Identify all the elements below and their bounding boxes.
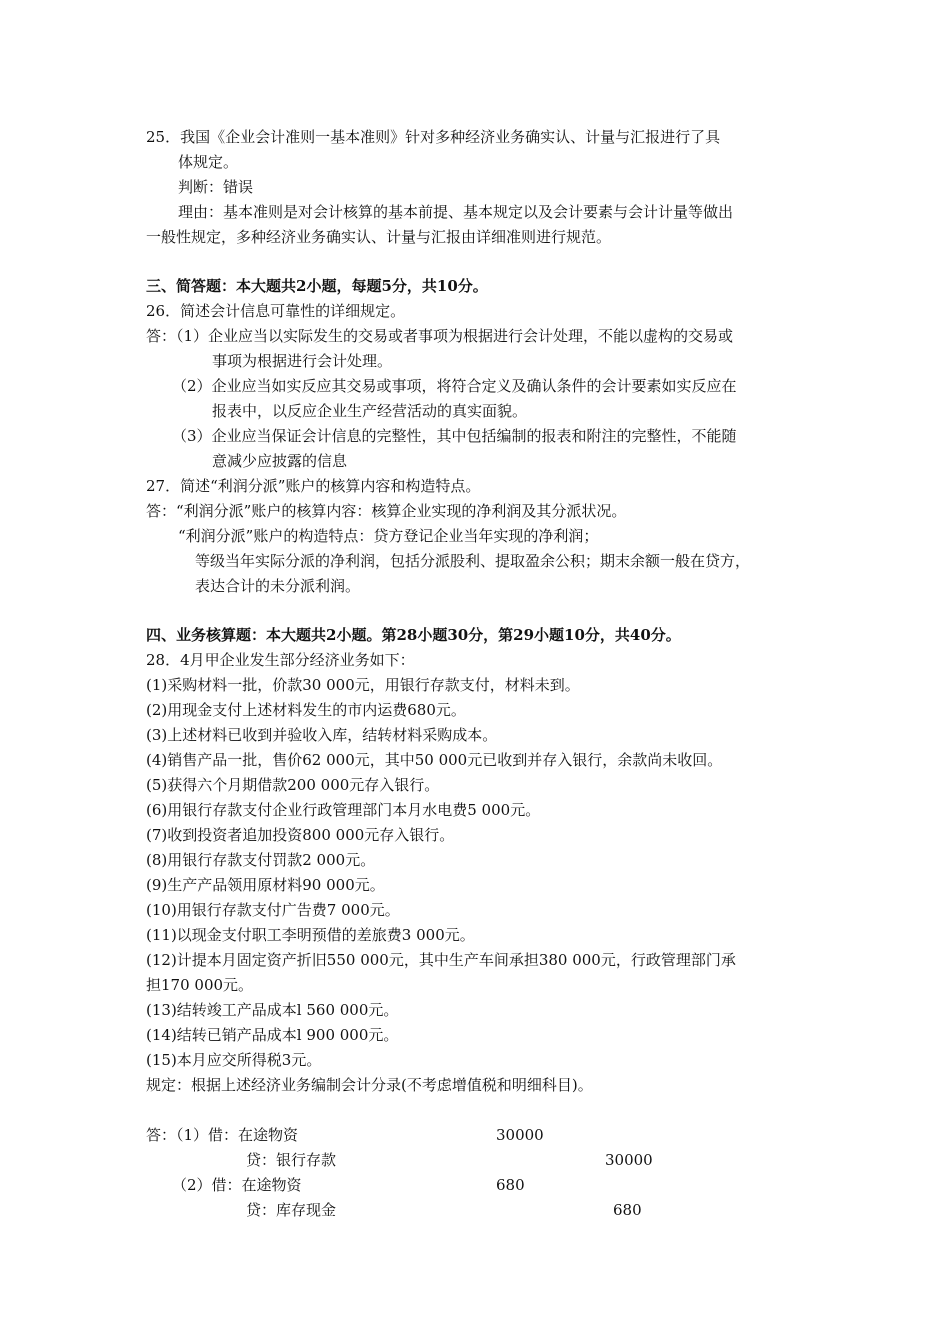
entry2-debit-amount: 680 xyxy=(496,1176,525,1194)
q28-item: (13)结转竣工产品成本l 560 000元。 xyxy=(146,1001,399,1019)
q26-answer2-line1: （2）企业应当如实反应其交易或事项，将符合定义及确认条件的会计要素如实反应在 xyxy=(172,377,737,395)
q28-requirement: 规定：根据上述经济业务编制会计分录(不考虑增值税和明细科目)。 xyxy=(146,1076,593,1094)
entry2-credit: 贷：库存现金 xyxy=(246,1201,337,1219)
q28-item: (5)获得六个月期借款200 000元存入银行。 xyxy=(146,776,440,794)
q28-item: 担170 000元。 xyxy=(146,976,254,994)
q27-question: 27．简述“利润分派”账户的核算内容和构造特点。 xyxy=(146,477,481,495)
q28-item: (1)采购材料一批，价款30 000元，用银行存款支付，材料未到。 xyxy=(146,676,580,694)
entry1-debit: 答：（1）借：在途物资 xyxy=(146,1126,299,1144)
q28-item: (4)销售产品一批，售价62 000元，其中50 000元已收到并存入银行，余款尚未收回。 xyxy=(146,751,723,769)
section4-heading: 四、业务核算题：本大题共2小题。第28小题30分，第29小题10分，共40分。 xyxy=(146,626,681,644)
q25-line2: 体规定。 xyxy=(178,153,239,171)
entry1-credit-amount: 30000 xyxy=(605,1151,653,1169)
entry2-credit-amount: 680 xyxy=(613,1201,642,1219)
q25-reason-line1: 理由：基本准则是对会计核算的基本前提、基本规定以及会计要素与会计计量等做出 xyxy=(178,203,734,221)
section3-heading: 三、简答题：本大题共2小题，每题5分，共10分。 xyxy=(146,277,488,295)
q27-answer-line4: 表达合计的未分派利润。 xyxy=(195,577,361,595)
q26-answer3-line2: 意减少应披露的信息 xyxy=(212,452,348,470)
q28-item: (11)以现金支付职工李明预借的差旅费3 000元。 xyxy=(146,926,475,944)
entry1-debit-amount: 30000 xyxy=(496,1126,544,1144)
q26-answer1-line2: 事项为根据进行会计处理。 xyxy=(212,352,393,370)
entry1-credit: 贷：银行存款 xyxy=(246,1151,337,1169)
q28-item: (15)本月应交所得税3元。 xyxy=(146,1051,322,1069)
q28-item: (12)计提本月固定资产折旧550 000元，其中生产车间承担380 000元，行政管理部门承 xyxy=(146,951,736,969)
q28-item: (10)用银行存款支付广告费7 000元。 xyxy=(146,901,400,919)
entry2-debit: （2）借：在途物资 xyxy=(172,1176,302,1194)
q26-answer1-line1: 答：（1）企业应当以实际发生的交易或者事项为根据进行会计处理，不能以虚构的交易或 xyxy=(146,327,734,345)
q25-judgment: 判断：错误 xyxy=(178,178,254,196)
q25-reason-line2: 一般性规定，多种经济业务确实认、计量与汇报由详细准则进行规范。 xyxy=(146,228,612,246)
q28-item: (14)结转已销产品成本l 900 000元。 xyxy=(146,1026,399,1044)
q27-answer-line2: “利润分派”账户的构造特点：贷方登记企业当年实现的净利润； xyxy=(178,527,599,545)
q26-answer2-line2: 报表中，以反应企业生产经营活动的真实面貌。 xyxy=(212,402,528,420)
q28-item: (6)用银行存款支付企业行政管理部门本月水电费5 000元。 xyxy=(146,801,541,819)
q28-intro: 28．4月甲企业发生部分经济业务如下： xyxy=(146,651,415,669)
q27-answer-line3: 等级当年实际分派的净利润，包括分派股利、提取盈余公积；期末余额一般在贷方， xyxy=(195,552,751,570)
q28-item: (9)生产产品领用原材料90 000元。 xyxy=(146,876,385,894)
q27-answer-line1: 答：“利润分派”账户的核算内容：核算企业实现的净利润及其分派状况。 xyxy=(146,502,627,520)
q28-item: (2)用现金支付上述材料发生的市内运费680元。 xyxy=(146,701,466,719)
q28-item: (3)上述材料已收到并验收入库，结转材料采购成本。 xyxy=(146,726,498,744)
q28-item: (8)用银行存款支付罚款2 000元。 xyxy=(146,851,376,869)
q26-answer3-line1: （3）企业应当保证会计信息的完整性，其中包括编制的报表和附注的完整性，不能随 xyxy=(172,427,737,445)
q25-line1: 25．我国《企业会计准则一基本准则》针对多种经济业务确实认、计量与汇报进行了具 xyxy=(146,128,721,146)
q26-question: 26．简述会计信息可靠性的详细规定。 xyxy=(146,302,406,320)
q28-item: (7)收到投资者追加投资800 000元存入银行。 xyxy=(146,826,455,844)
